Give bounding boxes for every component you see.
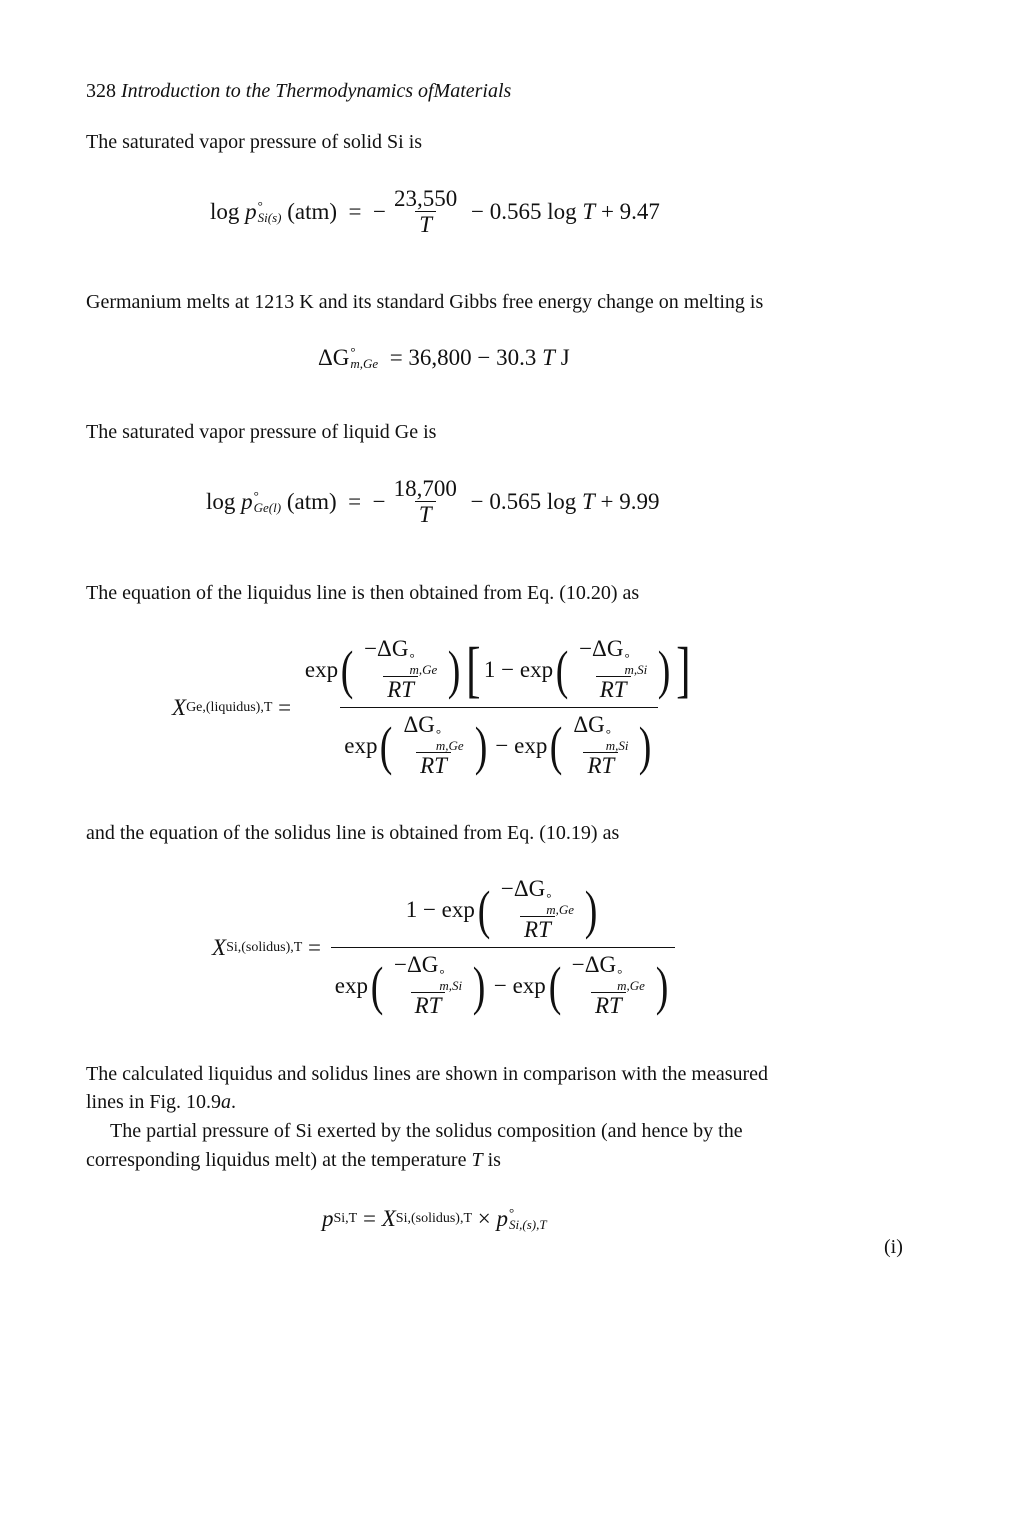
solidus-fraction: 1 − exp ( −ΔG ° m,Ge RT ) exp ( −ΔG ° m,Si RT ) − exp ( −ΔG ° m,Ge RT ) [331,876,675,1020]
equation-solidus: X Si,(solidus),T = 1 − exp ( −ΔG ° m,Ge RT ) exp ( −ΔG ° m,Si RT ) − exp ( −ΔG ° m,Ge RT ) [212,876,679,1020]
paragraph-3: The saturated vapor pressure of liquid Ge is [86,421,437,443]
paragraph-7-line-1: The partial pressure of Si exerted by the solidus composition (and hence by the [110,1120,743,1142]
running-header [86,80,511,103]
paragraph-2: Germanium melts at 1213 K and its standard Gibbs free energy change on melting is [86,291,764,313]
equation-label: (i) [884,1236,903,1258]
equation-ge-vapor-pressure: log p ° Ge(l) (atm) = − $\frac{18,700}{T}$ − 0.565 log T + 9.99 [206,476,660,528]
equation-si-vapor-pressure: log p ° Si(s) (atm) = − $\frac{23,550}{T}$ − 0.565 log T + 9.47 [210,186,660,238]
fraction: $\frac{23,550}{T}$ [394,186,458,238]
paragraph-7-line-2: corresponding liquidus melt) at the temperature T is [86,1149,501,1171]
paragraph-1: The saturated vapor pressure of solid Si is [86,131,423,153]
paragraph-6-line-2: lines in Fig. 10.9a. [86,1091,237,1113]
paragraph-4: The equation of the liquidus line is then obtained from Eq. (10.20) as [86,582,640,604]
equation-liquidus: X Ge,(liquidus),T = exp ( −ΔG ° m,Ge RT ) [ 1 − exp ( −ΔG ° m,Si RT ) ] exp ( ΔG ° m,Ge RT ) − exp ( ΔG ° m,Si RT ) [172,636,702,780]
book-title: Introduction to the Thermodynamics ofMaterials [121,80,512,102]
paragraph-6-line-1: The calculated liquidus and solidus lines are shown in comparison with the measured [86,1063,769,1085]
liquidus-fraction: exp ( −ΔG ° m,Ge RT ) [ 1 − exp ( −ΔG ° m,Si RT ) ] exp ( ΔG ° m,Ge RT ) − exp ( ΔG ° m,Si RT ) [304,635,691,779]
paragraph-5: and the equation of the solidus line is obtained from Eq. (10.19) as [86,822,620,844]
equation-partial-pressure-si: p Si,T = X Si,(solidus),T × p ° Si,(s),T [322,1205,547,1232]
page-number: 328 [86,80,116,102]
equation-ge-gibbs-melting: ΔG ° m,Ge = 36,800 − 30.3 T J [318,344,570,371]
fraction: $\frac{18,700}{T}$ [393,476,457,528]
